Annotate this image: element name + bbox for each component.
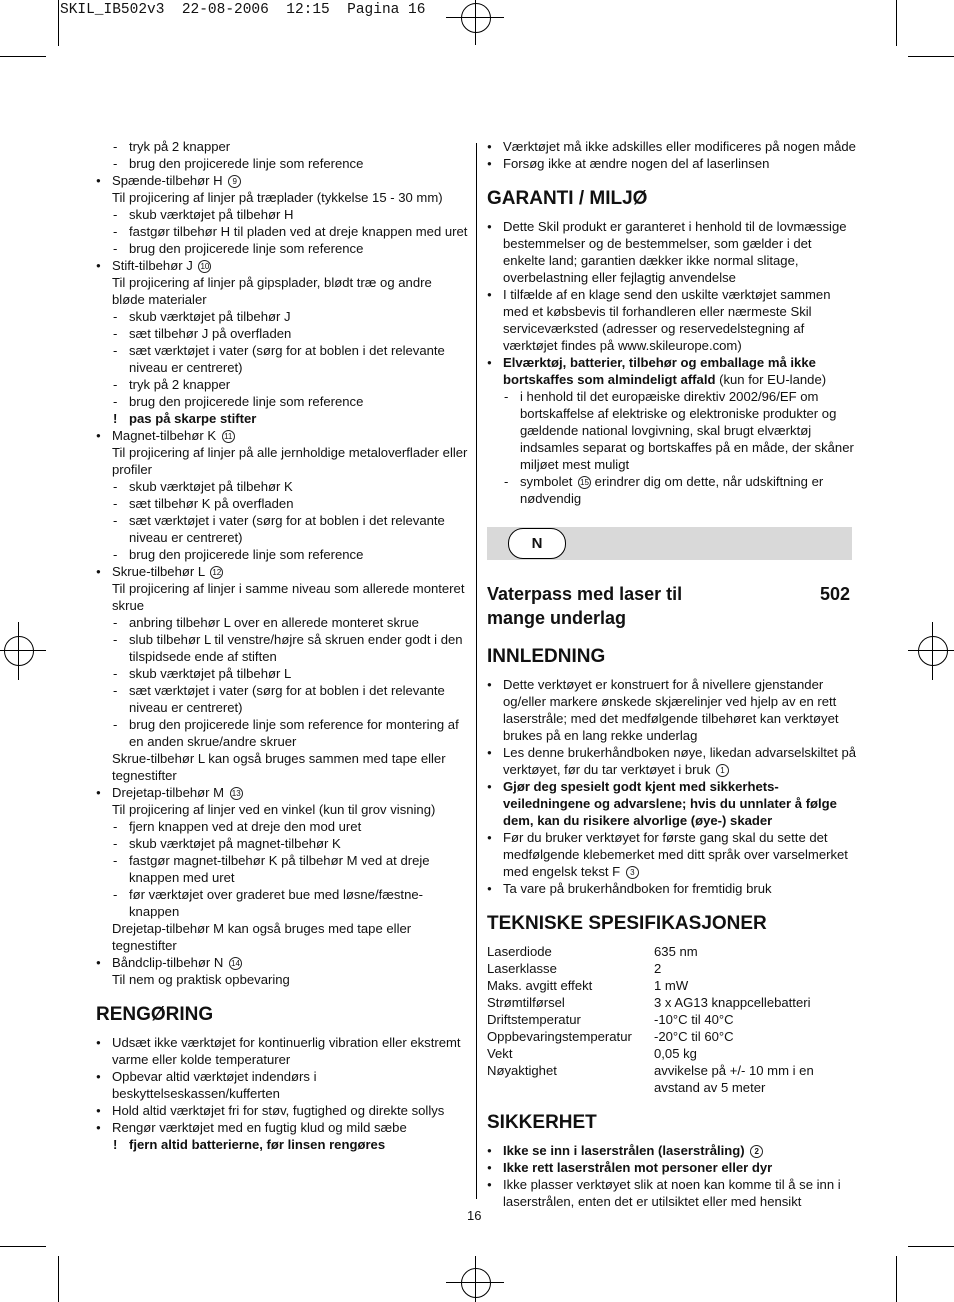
bullet-item: ● Skrue-tilbehør L 12	[96, 563, 468, 580]
spec-value: 0,05 kg	[654, 1046, 697, 1061]
section-heading: SIKKERHET	[487, 1112, 597, 1133]
section-heading: RENGØRING	[96, 1004, 214, 1025]
paragraph: Skrue-tilbehør L kan også bruges sammen med tape eller tegnestifter	[112, 751, 446, 783]
dash-item: - i henhold til det europæiske direktiv 2002/96/EF om bortskaffelse af elektriske og elektroniske produkter og gældende national lovgivning, skal brugt elværktøj indsamles separat og bortskaffes på en måde, der skåner miljøet mest muligt	[487, 388, 857, 473]
crop-mark	[0, 1246, 46, 1247]
paragraph: Til projicering af linjer i samme niveau som allerede monteret skrue	[112, 581, 465, 613]
spec-value: 2	[654, 961, 662, 976]
paragraph: Til projicering af linjer ved en vinkel (kun til grov visning)	[112, 802, 436, 817]
crop-mark	[896, 1256, 897, 1302]
reference-number: 1	[716, 764, 729, 777]
spec-label: Nøyaktighet	[487, 1063, 557, 1078]
spec-value: 1 mW	[654, 978, 689, 993]
spec-label: Vekt	[487, 1046, 513, 1061]
product-number: 502	[819, 584, 850, 604]
page-header: SKIL_IB502v3 22-08-2006 12:15 Pagina 16	[60, 2, 426, 18]
spec-label: Driftstemperatur	[487, 1012, 581, 1027]
left-column	[96, 138, 468, 1153]
reference-number: 14	[229, 957, 242, 970]
reference-number: 10	[198, 260, 211, 273]
section-heading: GARANTI / MILJØ	[487, 188, 648, 209]
bullet-item: ● Båndclip-tilbehør N 14	[96, 954, 468, 971]
bullet-item: ● Gjør deg spesielt godt kjent med sikkerhets-veiledningene og advarslene; hvis du unnlater å følge dem, kan du risikere alvorlige (øye-) skader	[487, 778, 857, 829]
warning-note: ! fjern altid batterierne, før linsen rengøres	[96, 1136, 468, 1153]
crop-mark	[58, 1256, 59, 1302]
reference-number: 2	[750, 1145, 763, 1158]
dash-item: - fjern knappen ved at dreje den mod uret	[96, 818, 468, 835]
crop-mark	[896, 0, 897, 46]
bullet-item: ● Les denne brukerhåndboken nøye, likedan advarselskiltet på verktøyet, før du tar verktøyet i bruk 1	[487, 744, 857, 778]
specs-table	[487, 943, 857, 1096]
paragraph: Til projicering af linjer på alle jernholdige metaloverflader eller profiler	[112, 445, 468, 477]
dash-item: - brug den projicerede linje som reference	[96, 393, 468, 410]
reference-number: 15	[578, 476, 591, 489]
dash-item: - slub tilbehør L til venstre/højre så skruen ender godt i den tilspidsede ende af stiften	[96, 631, 468, 665]
language-bar	[487, 527, 852, 560]
spec-label: Strømtilførsel	[487, 995, 565, 1010]
bullet-item: ● Opbevar altid værktøjet indendørs i beskyttelseskassen/kufferten	[96, 1068, 468, 1102]
dash-item: - skub værktøjet på tilbehør H	[96, 206, 468, 223]
bullet-item: ● Elværktøj, batterier, tilbehør og emballage må ikke bortskaffes som almindeligt affald (kun for EU-lande)	[487, 354, 857, 388]
reference-number: 11	[222, 430, 235, 443]
dash-item: - symbolet 15 erindrer dig om dette, når udskiftning er nødvendig	[487, 473, 857, 507]
dash-item: - tryk på 2 knapper	[96, 376, 468, 393]
dash-item: - brug den projicerede linje som reference for montering af en anden skrue/andre skruer	[96, 716, 468, 750]
dash-item: - fastgør magnet-tilbehør K på tilbehør M ved at dreje knappen med uret	[96, 852, 468, 886]
spec-value: -10°C til 40°C	[654, 1012, 734, 1027]
dash-item: - før værktøjet over graderet bue med løsne/fæstne-knappen	[96, 886, 468, 920]
bullet-item: ● Drejetap-tilbehør M 13	[96, 784, 468, 801]
bullet-item: ● Før du bruker verktøyet for første gang skal du sette det medfølgende klebemerket med ditt språk over varselmerket med engelsk tekst F 3	[487, 829, 857, 880]
bullet-item: ● Ikke se inn i laserstrålen (laserstråling) 2	[487, 1142, 857, 1159]
dash-item: - sæt tilbehør K på overfladen	[96, 495, 468, 512]
dash-item: - tryk på 2 knapper	[96, 138, 468, 155]
bullet-item: ● Ta vare på brukerhåndboken for fremtidig bruk	[487, 880, 857, 897]
crop-mark	[58, 0, 59, 46]
crop-mark	[0, 56, 46, 57]
crop-mark	[908, 56, 954, 57]
spec-label: Oppbevaringstemperatur	[487, 1029, 632, 1044]
bullet-item: ● Ikke plasser verktøyet slik at noen kan komme til å se inn i laserstrålen, enten det er utilsiktet eller med hensikt	[487, 1176, 857, 1210]
dash-item: - brug den projicerede linje som reference	[96, 155, 468, 172]
paragraph: Til projicering af linjer på gipsplader, blødt træ og andre bløde materialer	[112, 275, 432, 307]
spec-value: -20°C til 60°C	[654, 1029, 734, 1044]
safety-section	[487, 1112, 857, 1210]
bullet-item: ● I tilfælde af en klage send den uskilte værktøjet sammen med et købsbevis til forhandleren eller nærmeste Skil serviceværksted (adresser og reservedelstegning af værktøjet findes på www.skileurope.com)	[487, 286, 857, 354]
reference-number: 9	[228, 175, 241, 188]
dash-item: - skub værktøjet på tilbehør J	[96, 308, 468, 325]
reference-number: 3	[626, 866, 639, 879]
dash-item: - sæt værktøjet i vater (sørg for at boblen i det relevante niveau er centreret)	[96, 682, 468, 716]
bullet-item: ● Spænde-tilbehør H 9	[96, 172, 468, 189]
introduction-section	[487, 646, 857, 935]
warning-note: ! pas på skarpe stifter	[96, 410, 468, 427]
bullet-item: ● Stift-tilbehør J 10	[96, 257, 468, 274]
dash-item: - sæt værktøjet i vater (sørg for at boblen i det relevante niveau er centreret)	[96, 342, 468, 376]
dash-item: - skub værktøjet på magnet-tilbehør K	[96, 835, 468, 852]
section-heading: TEKNISKE SPESIFIKASJONER	[487, 913, 767, 934]
spec-label: Laserdiode	[487, 944, 552, 959]
bullet-item: ● Forsøg ikke at ændre nogen del af laserlinsen	[487, 155, 857, 172]
dash-item: - fastgør tilbehør H til pladen ved at dreje knappen med uret	[96, 223, 468, 240]
bullet-item: ● Udsæt ikke værktøjet for kontinuerlig vibration eller ekstremt varme eller kolde temperaturer	[96, 1034, 468, 1068]
dash-item: - anbring tilbehør L over en allerede monteret skrue	[96, 614, 468, 631]
crop-mark	[908, 1246, 954, 1247]
language-badge: N	[508, 528, 566, 559]
bullet-item: ● Dette Skil produkt er garanteret i henhold til de lovmæssige bestemmelser og de bestemmelser, som gælder i det enkelte land; garantien dækker ikke normal slitage, overbelastning eller fejlagtig anvendelse	[487, 218, 857, 286]
reference-number: 13	[230, 787, 243, 800]
spec-value: 635 nm	[654, 944, 698, 959]
section-heading: INNLEDNING	[487, 646, 606, 667]
dash-item: - brug den projicerede linje som reference	[96, 546, 468, 563]
dash-item: - skub værktøjet på tilbehør K	[96, 478, 468, 495]
paragraph: Til nem og praktisk opbevaring	[112, 972, 290, 987]
column-separator	[476, 143, 477, 1199]
bullet-item: ● Værktøjet må ikke adskilles eller modificeres på nogen måde	[487, 138, 857, 155]
dash-item: - sæt værktøjet i vater (sørg for at boblen i det relevante niveau er centreret)	[96, 512, 468, 546]
bullet-item: ● Rengør værktøjet med en fugtig klud og mild sæbe	[96, 1119, 468, 1136]
product-title: Vaterpass med laser til mange underlag	[487, 584, 683, 628]
bullet-item: ● Magnet-tilbehør K 11	[96, 427, 468, 444]
dash-item: - skub værktøjet på tilbehør L	[96, 665, 468, 682]
reference-number: 12	[210, 566, 223, 579]
bullet-item: ● Hold altid værktøjet fri for støv, fugtighed og direkte sollys	[96, 1102, 468, 1119]
spec-label: Laserklasse	[487, 961, 557, 976]
spec-value: 3 x AG13 knappcellebatteri	[654, 995, 811, 1010]
right-column	[487, 138, 857, 1210]
product-heading	[487, 582, 850, 630]
spec-value: avvikelse på +/- 10 mm i en avstand av 5 meter	[654, 1063, 814, 1095]
spec-label: Maks. avgitt effekt	[487, 978, 593, 993]
bullet-item: ● Dette verktøyet er konstruert for å nivellere gjenstander og/eller markere ønskede skjærelinjer ved hjelp av en rett laserstråle; med det medfølgende tilbehøret kan verktøyet brukes på en lang rekke underlag	[487, 676, 857, 744]
bullet-item: ● Ikke rett laserstrålen mot personer eller dyr	[487, 1159, 857, 1176]
dash-item: - sæt tilbehør J på overfladen	[96, 325, 468, 342]
warranty-section	[487, 138, 857, 507]
paragraph: Drejetap-tilbehør M kan også bruges med tape eller tegnestifter	[112, 921, 412, 953]
dash-item: - brug den projicerede linje som reference	[96, 240, 468, 257]
page-number: 16	[467, 1208, 482, 1223]
paragraph: Til projicering af linjer på træplader (tykkelse 15 - 30 mm)	[112, 190, 443, 205]
